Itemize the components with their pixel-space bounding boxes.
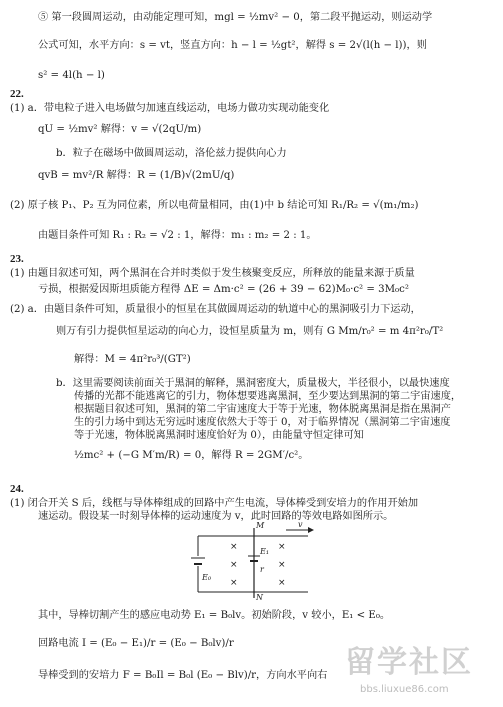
p21-line1: ⑤ 第一段圆周运动，由动能定理可知，mgl = ½mv² − 0，第二段平抛运动，则运动学	[38, 12, 433, 23]
svg-text:×: ×	[230, 578, 238, 588]
q24-line4: 回路电流 I = (E₀ − E₁)/r = (E₀ − B₀lv)/r	[38, 638, 234, 649]
q23-line10: 等于光速，物体脱离黑洞时速度恰好为 0），由能量守恒定律可知	[74, 430, 364, 441]
q23-line3: (2) a．由题目条件可知，质量很小的恒星在其做圆周运动的轨道中心的黑洞吸引力下运动，	[10, 304, 421, 315]
q22-number: 22.	[10, 88, 24, 100]
q23-line9: 生的引力场中到达无穷远时速度依然大于等于 0，对于临界情况（黑洞第二宇宙速度	[74, 417, 451, 428]
p21-line2: 公式可知，水平方向：s = vt，竖直方向：h − l = ½gt²，解得 s = 2√(l(h − l))，则	[38, 40, 427, 51]
label-r: r	[260, 565, 264, 574]
label-n: N	[256, 593, 263, 600]
q24-line5: 导棒受到的安培力 F = B₀Il = B₀l (E₀ − Blv)/r，方向水平向右	[38, 670, 328, 681]
q23-line5: 解得：M = 4π²r₀³/(GT²)	[74, 354, 191, 365]
q22-b-equation: qvB = mv²/R 解得：R = (1/B)√(2mU/q)	[38, 170, 235, 181]
p21-line3: s² = 4l(h − l)	[38, 70, 105, 81]
q23-line4: 则万有引力提供恒星运动的向心力，设恒星质量为 m，则有 G Mm/r₀² = m 4π²r₀/T²	[56, 326, 444, 337]
q23-line8: 根据题目叙述可知，黑洞的第二宇宙速度大于等于光速，物体脱离黑洞是指在黑洞产	[74, 404, 451, 415]
q22-part2-line2: 由题目条件可知 R₁ : R₂ = √2 : 1，解得：m₁ : m₂ = 2 : 1。	[38, 230, 317, 241]
q23-line2: 亏损，根据爱因斯坦质能方程得 ΔE = Δm·c² = (26 + 39 − 62)M₀·c² = 3M₀c²	[38, 284, 409, 295]
svg-text:×: ×	[278, 578, 286, 588]
q22-a-equation: qU = ½mv² 解得：v = √(2qU/m)	[38, 124, 202, 135]
q23-line6: b．这里需要阅读前面关于黑洞的解释，黑洞密度大，质量极大，半径很小，以最快速度	[56, 378, 450, 389]
q24-line2: 速运动。假设某一时刻导体棒的运动速度为 v，此时回路的等效电路如图所示。	[38, 511, 394, 522]
q23-number: 23.	[10, 253, 24, 265]
q24-line1: (1) 闭合开关 S 后，线框与导体棒组成的回路中产生电流，导体棒受到安培力的作用开始加	[10, 498, 419, 509]
q24-line3: 其中，导棒切割产生的感应电动势 E₁ = B₀lv。初始阶段，v 较小，E₁ < E₀。	[38, 610, 391, 621]
q23-line1: (1) 由题目叙述可知，两个黑洞在合并时类似于发生核聚变反应，所释放的能量来源于质量	[10, 268, 415, 279]
q23-line7: 传播的光都不能逃离它的引力，物体想要逃离黑洞，至少要达到黑洞的第二宇宙速度，	[74, 391, 462, 402]
q23-line11: ½mc² + (−G M′m/R) = 0，解得 R = 2GM′/c²。	[74, 450, 309, 461]
q22-part2-line1: (2) 原子核 P₁、P₂ 互为同位素，所以电荷量相同，由(1)中 b 结论可知 R₁/R₂ = √(m₁/m₂)	[10, 200, 419, 211]
label-e0: E₀	[202, 573, 212, 582]
q22-b-line1: b．粒子在磁场中做圆周运动，洛伦兹力提供向心力	[56, 148, 287, 159]
svg-text:×: ×	[278, 542, 286, 552]
svg-text:×: ×	[278, 560, 286, 570]
label-v: v	[298, 522, 303, 529]
label-m: M	[256, 522, 265, 530]
q22-a-line1: (1) a．带电粒子进入电场做匀加速直线运动，电场力做功实现动能变化	[10, 103, 330, 114]
q24-number: 24.	[10, 483, 24, 495]
svg-text:×: ×	[230, 542, 238, 552]
label-e1: E₁	[260, 547, 270, 556]
equivalent-circuit-diagram	[190, 522, 320, 600]
watermark-url: bbs.liuxue86.com	[360, 684, 449, 695]
svg-text:×: ×	[230, 560, 238, 570]
watermark-logo: 留学社区	[345, 645, 473, 680]
